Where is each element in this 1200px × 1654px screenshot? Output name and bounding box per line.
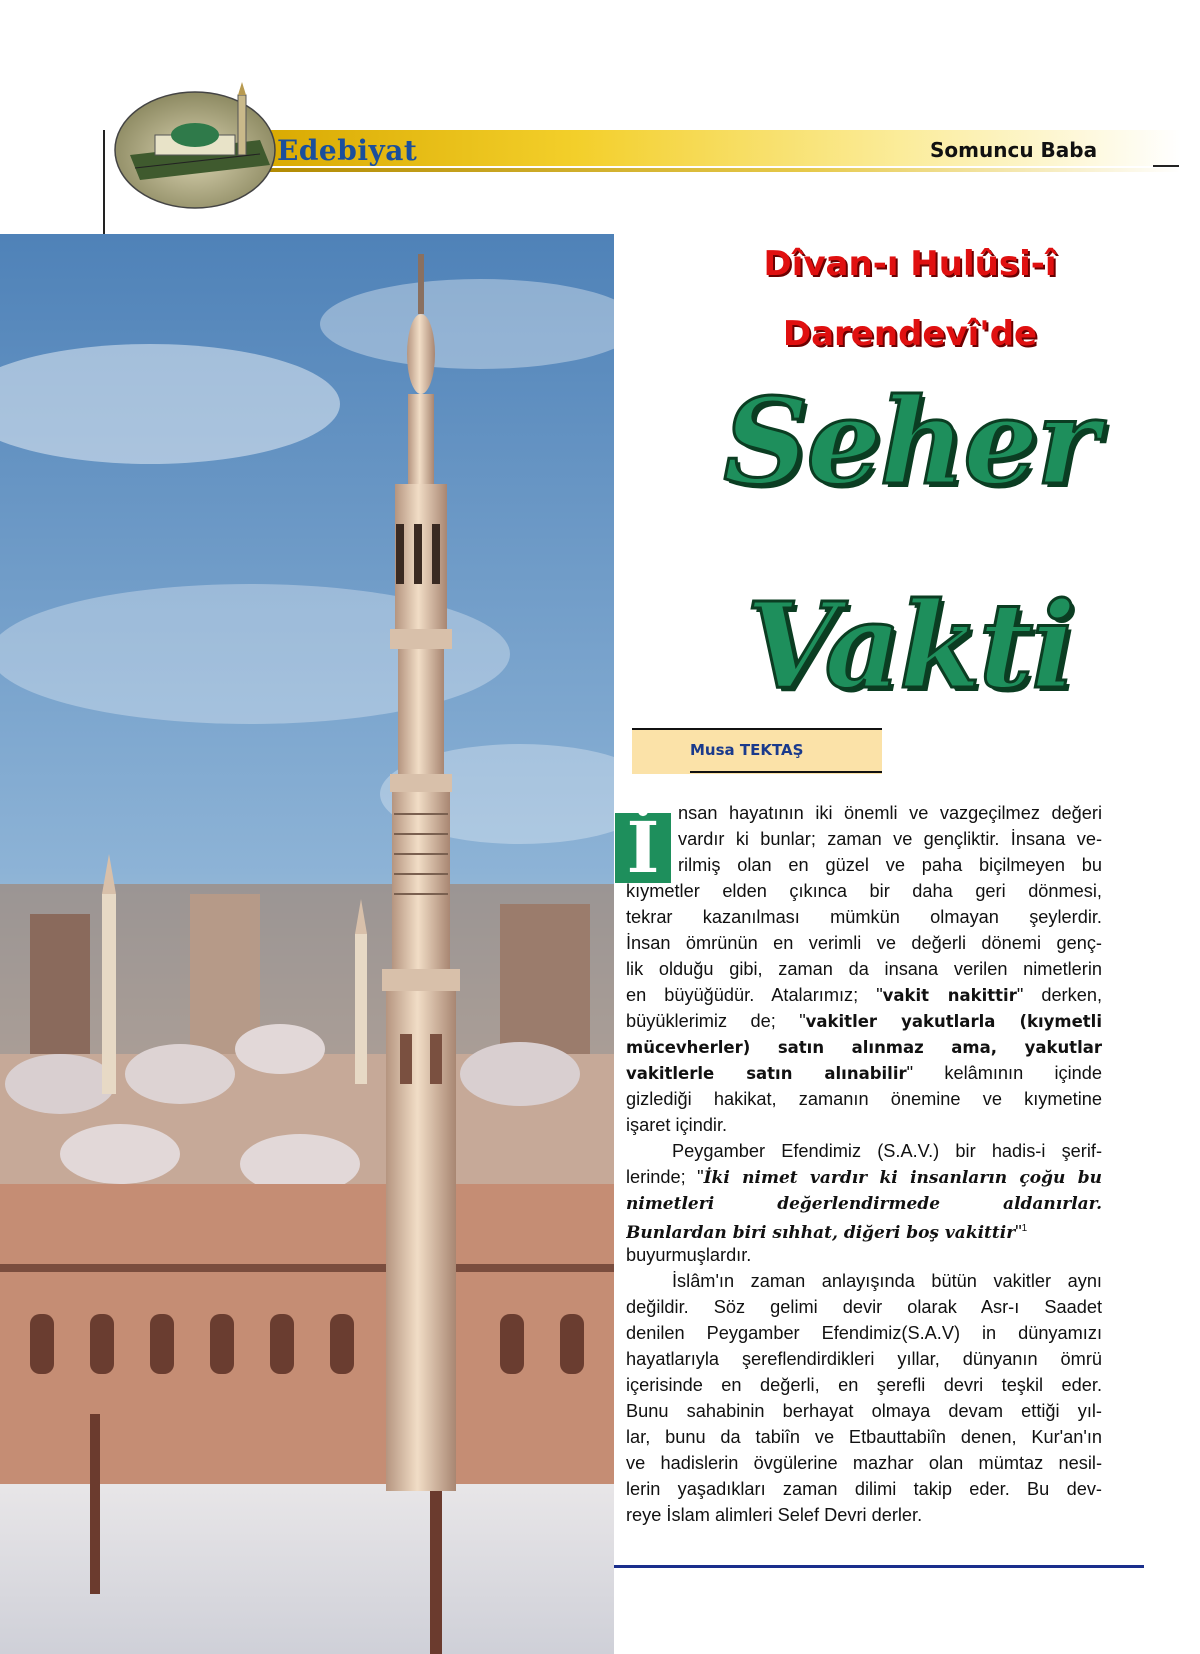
body-line: kıymetler elden çıkınca bir daha geri dönmesi, bbox=[626, 881, 1102, 901]
emphasis-text: mücevherler) satın alınmaz ama, yakutlar bbox=[626, 1038, 1102, 1057]
body-line bbox=[626, 1060, 1102, 1086]
body-line: denilen Peygamber Efendimiz(S.A.V) in dünyamızı bbox=[626, 1323, 1102, 1343]
body-line: lerin yaşadıkları zaman dilimi takip eder. Bu dev- bbox=[626, 1479, 1102, 1499]
body-text: lerinde; " bbox=[626, 1167, 704, 1187]
body-line: nsan hayatının iki önemli ve vazgeçilmez değeri bbox=[678, 803, 1102, 823]
hadith-text: İki nimet vardır ki insanların çoğu bu bbox=[703, 1168, 1102, 1188]
drop-cap: İ bbox=[615, 813, 671, 883]
body-line: Peygamber Efendimiz (S.A.V.) bir hadis-i şerif- bbox=[672, 1141, 1102, 1161]
magazine-name: Somuncu Baba bbox=[930, 138, 1098, 162]
body-line bbox=[626, 1190, 1102, 1216]
author-name: Musa TEKTAŞ bbox=[690, 741, 804, 759]
script-title-line-2: Vakti bbox=[745, 576, 1075, 715]
body-line: vardır ki bunlar; zaman ve gençliktir. İnsana ve- bbox=[678, 829, 1102, 849]
footer-rule bbox=[614, 1565, 1144, 1568]
body-line: hayatlarıyla şereflendirdikleri yıllar, dünyanın ömrü bbox=[626, 1349, 1102, 1369]
body-line: lik olduğu gibi, zaman da insana verilen nimetlerin bbox=[626, 959, 1102, 979]
headline-line-2: Darendevî'de bbox=[782, 314, 1038, 354]
body-text: " bbox=[1015, 1222, 1022, 1242]
footnote-ref: 1 bbox=[1021, 1223, 1028, 1234]
body-line: rilmiş olan en güzel ve paha biçilmeyen bu bbox=[678, 855, 1102, 875]
script-title-line-1: Seher bbox=[723, 372, 1097, 511]
body-line: ve hadislerin övgülerine mazhar olan mümtaz nesil- bbox=[626, 1453, 1102, 1473]
body-line bbox=[626, 1008, 1102, 1034]
hadith-text: nimetleri değerlendirmede aldanırlar. bbox=[626, 1194, 1102, 1214]
mosque-photo bbox=[0, 234, 614, 1654]
hadith-text: Bunlardan biri sıhhat, diğeri boş vakittir bbox=[626, 1223, 1016, 1242]
body-line bbox=[626, 982, 1102, 1008]
body-line: Bunu sahabinin berhayat olmaya devam ettiği yıl- bbox=[626, 1401, 1102, 1421]
body-line: değildir. Söz gelimi devir olarak Asr-ı Saadet bbox=[626, 1297, 1102, 1317]
header-rule-right bbox=[1153, 165, 1179, 167]
body-line: işaret içindir. bbox=[626, 1115, 728, 1135]
article-body bbox=[626, 800, 1102, 1528]
body-text: " kelâmının içinde bbox=[906, 1063, 1102, 1083]
headline-line-1: Dîvan-ı Hulûsi-î bbox=[763, 244, 1057, 284]
body-line: tekrar kazanılması mümkün olmayan şeylerdir. bbox=[626, 907, 1102, 927]
body-text: büyüklerimiz de; " bbox=[626, 1011, 806, 1031]
author-underline bbox=[690, 771, 882, 773]
body-line: içerisinde en değerli, en şerefli devri teşkil eder. bbox=[626, 1375, 1102, 1395]
body-line: lar, bunu da tabiîn ve Etbauttabiîn denen, Kur'an'ın bbox=[626, 1427, 1102, 1447]
mosque-logo-icon bbox=[110, 80, 280, 210]
body-line bbox=[626, 1034, 1102, 1060]
body-line: buyurmuşlardır. bbox=[626, 1245, 752, 1265]
body-text: en büyüğüdür. Atalarımız; " bbox=[626, 985, 883, 1005]
emphasis-text: vakitler yakutlarla (kıymetli bbox=[805, 1012, 1102, 1031]
body-line: reye İslam alimleri Selef Devri derler. bbox=[626, 1505, 923, 1525]
body-line: İslâm'ın zaman anlayışında bütün vakitler aynı bbox=[672, 1271, 1102, 1291]
section-label: Edebiyat bbox=[277, 134, 418, 167]
body-text: " derken, bbox=[1016, 985, 1102, 1005]
emphasis-text: vakit nakittir bbox=[882, 986, 1017, 1005]
emphasis-text: vakitlerle satın alınabilir bbox=[626, 1064, 907, 1083]
body-line: gizlediği hakikat, zamanın önemine ve kıymetine bbox=[626, 1089, 1102, 1109]
header-rule bbox=[103, 130, 105, 234]
body-line bbox=[626, 1164, 1102, 1190]
body-line bbox=[626, 1216, 1102, 1242]
body-line: İnsan ömrünün en verimli ve değerli dönemi genç- bbox=[626, 933, 1102, 953]
